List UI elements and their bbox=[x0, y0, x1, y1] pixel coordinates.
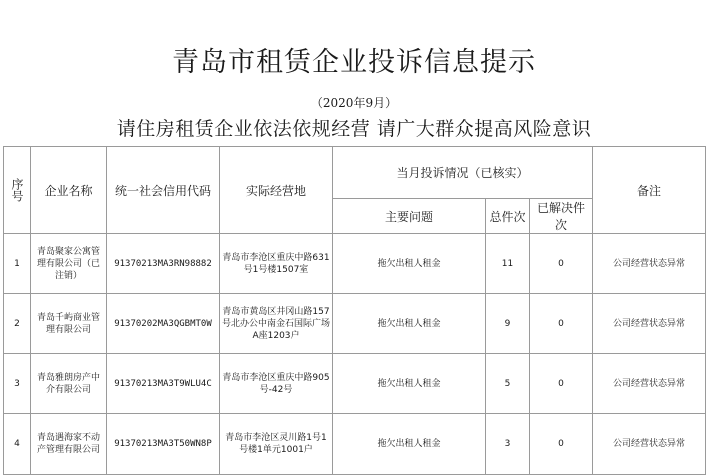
header-total: 总件次 bbox=[486, 199, 530, 234]
cell-remark: 公司经营状态异常 bbox=[593, 414, 706, 475]
cell-address: 青岛市李沧区灵川路1号1号楼1单元1001户 bbox=[220, 414, 333, 475]
cell-company: 青岛聚家公寓管理有限公司（已注销） bbox=[31, 234, 107, 294]
cell-issue: 拖欠出租人租金 bbox=[333, 354, 486, 414]
cell-seq: 3 bbox=[4, 354, 31, 414]
header-address: 实际经营地 bbox=[220, 147, 333, 234]
cell-remark: 公司经营状态异常 bbox=[593, 294, 706, 354]
cell-total: 9 bbox=[486, 294, 530, 354]
cell-total: 5 bbox=[486, 354, 530, 414]
table-row bbox=[4, 234, 706, 294]
cell-address: 青岛市黄岛区井冈山路157号北办公中南金石国际广场A座1203户 bbox=[220, 294, 333, 354]
header-company: 企业名称 bbox=[31, 147, 107, 234]
page-title: 青岛市租赁企业投诉信息提示 bbox=[172, 47, 536, 78]
page-subtitle: 请住房租赁企业依法依规经营 请广大群众提高风险意识 bbox=[116, 118, 592, 140]
cell-code: 91370213MA3T50WN8P bbox=[107, 414, 220, 475]
cell-total: 3 bbox=[486, 414, 530, 475]
cell-resolved: 0 bbox=[530, 294, 593, 354]
date-label: （2020年9月） bbox=[310, 96, 398, 110]
header-seq: 序号 bbox=[4, 147, 31, 234]
header-complaints: 当月投诉情况（已核实） bbox=[333, 147, 593, 199]
cell-seq: 4 bbox=[4, 414, 31, 475]
cell-issue: 拖欠出租人租金 bbox=[333, 234, 486, 294]
cell-remark: 公司经营状态异常 bbox=[593, 354, 706, 414]
cell-company: 青岛遇海家不动产管理有限公司 bbox=[31, 414, 107, 475]
table-row bbox=[4, 414, 706, 475]
header-main-issue: 主要问题 bbox=[333, 199, 486, 234]
cell-resolved: 0 bbox=[530, 234, 593, 294]
cell-company: 青岛千屿商业管理有限公司 bbox=[31, 294, 107, 354]
cell-issue: 拖欠出租人租金 bbox=[333, 414, 486, 475]
cell-code: 91370202MA3QGBMT0W bbox=[107, 294, 220, 354]
cell-code: 91370213MA3RN98882 bbox=[107, 234, 220, 294]
table-row bbox=[4, 354, 706, 414]
cell-address: 青岛市李沧区重庆中路631号1号楼1507室 bbox=[220, 234, 333, 294]
cell-issue: 拖欠出租人租金 bbox=[333, 294, 486, 354]
cell-seq: 1 bbox=[4, 234, 31, 294]
header-resolved: 已解决件次 bbox=[530, 199, 593, 234]
cell-remark: 公司经营状态异常 bbox=[593, 234, 706, 294]
cell-resolved: 0 bbox=[530, 354, 593, 414]
table-row bbox=[4, 294, 706, 354]
cell-resolved: 0 bbox=[530, 414, 593, 475]
cell-total: 11 bbox=[486, 234, 530, 294]
cell-seq: 2 bbox=[4, 294, 31, 354]
header-remark: 备注 bbox=[593, 147, 706, 234]
cell-address: 青岛市李沧区重庆中路905号-42号 bbox=[220, 354, 333, 414]
cell-code: 91370213MA3T9WLU4C bbox=[107, 354, 220, 414]
cell-company: 青岛雅朗房产中介有限公司 bbox=[31, 354, 107, 414]
header-row bbox=[4, 147, 706, 199]
complaint-table bbox=[3, 146, 706, 475]
header-code: 统一社会信用代码 bbox=[107, 147, 220, 234]
